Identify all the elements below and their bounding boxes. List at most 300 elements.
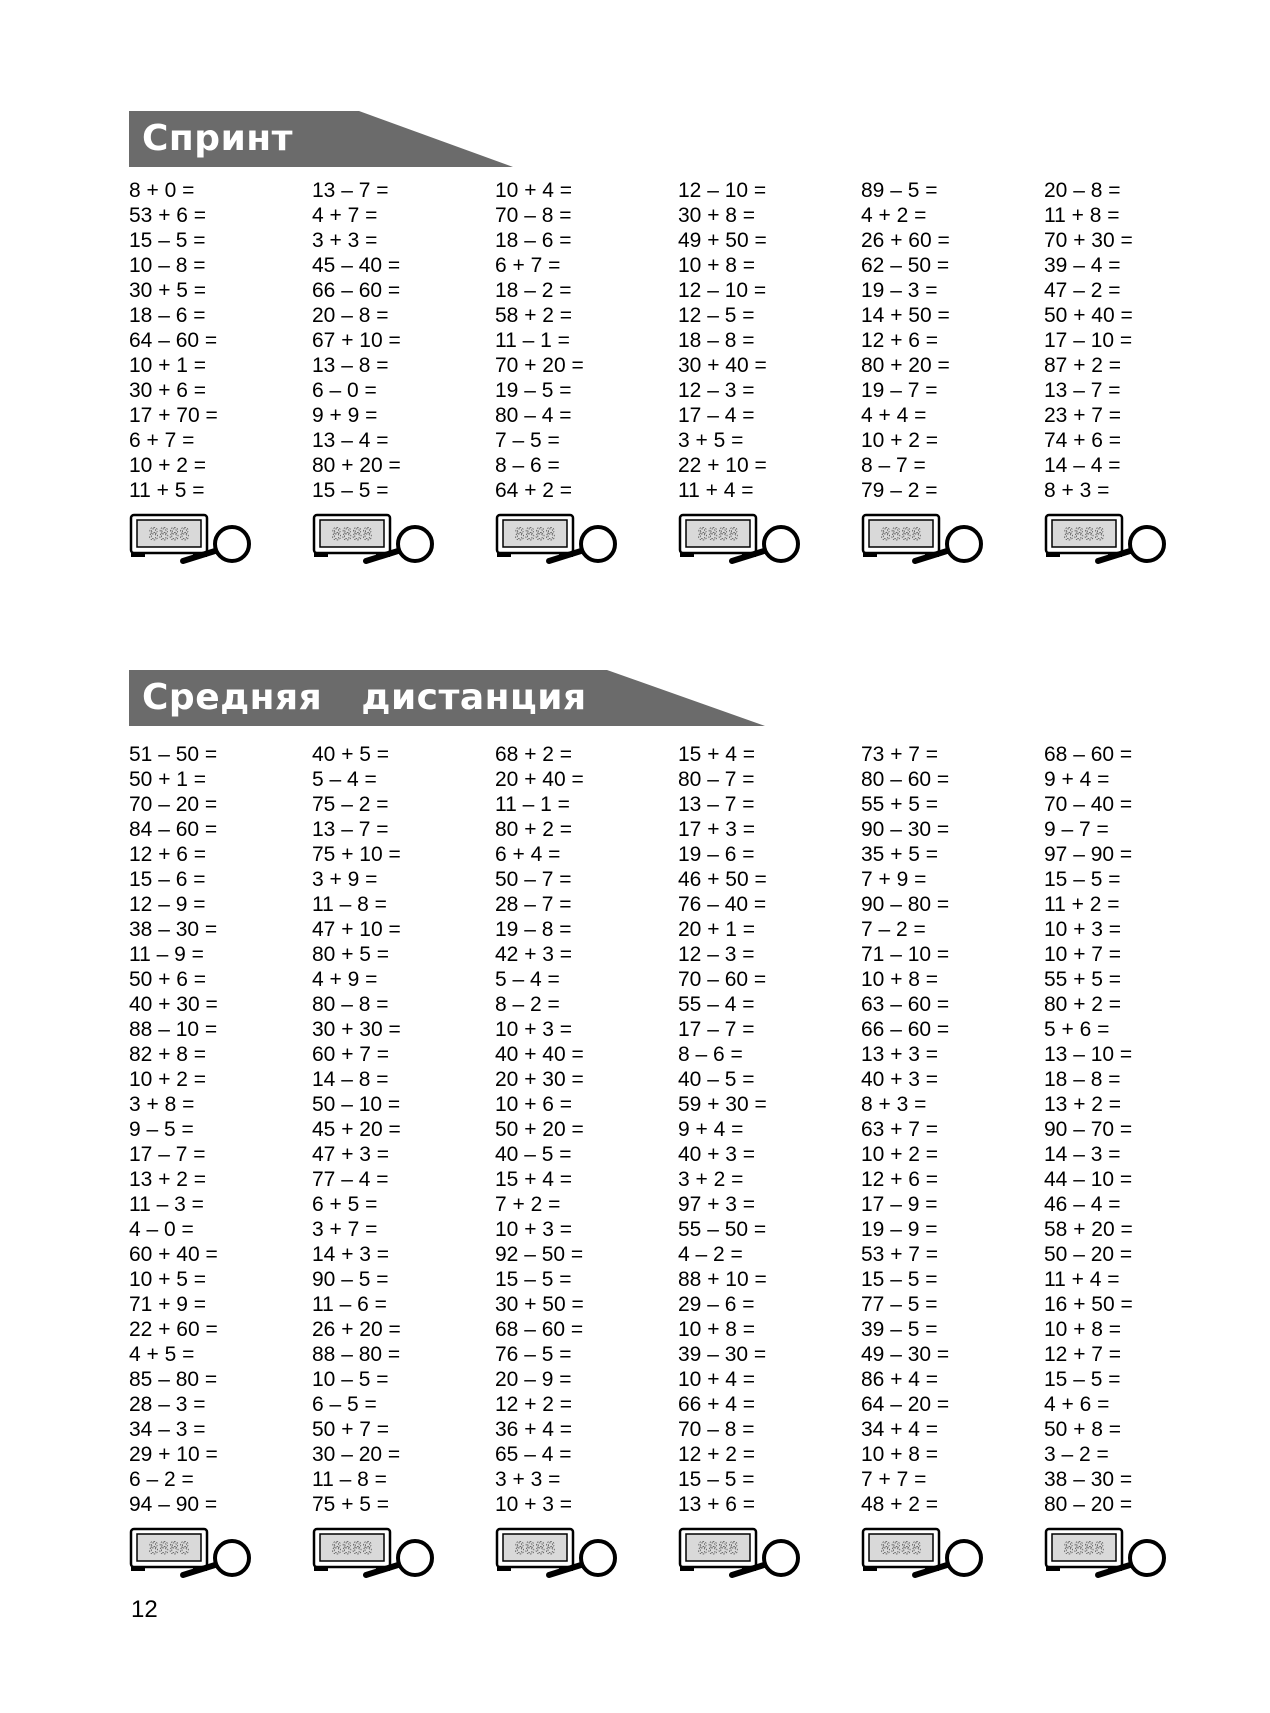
exercise-item: 10 + 2 = [861,1143,939,1166]
exercise-item: 50 – 20 = [1044,1243,1133,1266]
exercise-item: 5 – 4 = [312,768,377,791]
exercise-item: 19 – 3 = [861,279,938,302]
exercise-item: 19 – 9 = [861,1218,938,1241]
exercise-item: 68 – 60 = [1044,743,1133,766]
svg-text:8888: 8888 [514,525,556,545]
exercise-item: 17 – 9 = [861,1193,938,1216]
exercise-item: 13 + 2 = [1044,1093,1122,1116]
stopwatch-display-icon [1046,1529,1122,1571]
exercise-item: 14 + 3 = [312,1243,390,1266]
exercise-item: 97 + 3 = [678,1193,756,1216]
exercise-item: 11 – 6 = [312,1293,387,1316]
timer-check-tool [1044,1527,1168,1579]
exercise-item: 10 + 3 = [495,1493,573,1516]
exercise-item: 9 – 7 = [1044,818,1109,841]
exercise-item: 4 – 2 = [678,1243,743,1266]
exercise-item: 10 + 5 = [129,1268,207,1291]
exercise-item: 23 + 7 = [1044,404,1122,427]
exercise-item: 66 – 60 = [861,1018,950,1041]
exercise-item: 10 + 2 = [129,1068,207,1091]
exercise-item: 13 + 2 = [129,1168,207,1191]
exercise-item: 10 + 3 = [495,1218,573,1241]
exercise-item: 11 + 2 = [1044,893,1120,916]
svg-text:8888: 8888 [697,525,739,545]
exercise-item: 10 + 4 = [678,1368,756,1391]
page-number: 12 [131,1596,158,1623]
exercise-item: 50 – 10 = [312,1093,401,1116]
exercise-item: 14 – 8 = [312,1068,389,1091]
exercise-item: 12 + 2 = [678,1443,756,1466]
exercise-item: 40 + 3 = [678,1143,756,1166]
exercise-item: 3 – 2 = [1044,1443,1109,1466]
exercise-item: 11 – 1 = [495,793,570,816]
exercise-item: 66 – 60 = [312,279,401,302]
exercise-item: 8 – 6 = [495,454,560,477]
stopwatch-display-icon [497,1529,573,1571]
exercise-item: 80 + 20 = [312,454,401,477]
exercise-item: 20 + 1 = [678,918,756,941]
exercise-item: 10 + 8 = [678,254,756,277]
exercise-item: 30 + 30 = [312,1018,401,1041]
exercise-item: 58 + 2 = [495,304,573,327]
exercise-item: 19 – 5 = [495,379,572,402]
svg-text:8888: 8888 [1063,525,1105,545]
exercise-item: 6 + 5 = [312,1193,378,1216]
exercise-item: 75 + 5 = [312,1493,390,1516]
svg-text:8888: 8888 [880,1539,922,1559]
exercise-item: 90 – 70 = [1044,1118,1133,1141]
exercise-item: 80 – 4 = [495,404,572,427]
exercise-item: 11 + 8 = [1044,204,1120,227]
exercise-item: 49 – 30 = [861,1343,950,1366]
exercise-item: 45 – 40 = [312,254,401,277]
exercise-item: 22 + 60 = [129,1318,218,1341]
exercise-item: 80 – 20 = [1044,1493,1133,1516]
exercise-item: 10 + 8 = [678,1318,756,1341]
exercise-item: 75 – 2 = [312,793,389,816]
exercise-item: 44 – 10 = [1044,1168,1133,1191]
exercise-item: 20 + 30 = [495,1068,584,1091]
exercise-item: 20 + 40 = [495,768,584,791]
exercise-item: 10 + 8 = [1044,1318,1122,1341]
exercise-item: 49 + 50 = [678,229,767,252]
exercise-item: 30 + 6 = [129,379,207,402]
exercise-item: 63 – 60 = [861,993,950,1016]
exercise-item: 77 – 5 = [861,1293,938,1316]
exercise-item: 36 + 4 = [495,1418,573,1441]
exercise-item: 9 + 4 = [1044,768,1110,791]
exercise-item: 20 – 9 = [495,1368,572,1391]
svg-text:8888: 8888 [148,525,190,545]
exercise-item: 11 + 4 = [678,479,754,502]
exercise-item: 7 – 2 = [861,918,926,941]
exercise-item: 17 – 10 = [1044,329,1133,352]
exercise-item: 53 + 7 = [861,1243,939,1266]
exercise-item: 60 + 40 = [129,1243,218,1266]
exercise-item: 10 + 8 = [861,1443,939,1466]
exercise-item: 4 + 2 = [861,204,927,227]
exercise-item: 40 + 30 = [129,993,218,1016]
exercise-item: 15 – 5 = [1044,1368,1121,1391]
exercise-item: 86 + 4 = [861,1368,939,1391]
exercise-item: 90 – 30 = [861,818,950,841]
exercise-item: 4 + 6 = [1044,1393,1110,1416]
exercise-item: 79 – 2 = [861,479,938,502]
exercise-item: 4 + 9 = [312,968,378,991]
timer-check-tool [678,1527,802,1579]
exercise-item: 12 – 3 = [678,379,755,402]
exercise-item: 30 + 40 = [678,354,767,377]
exercise-item: 12 – 10 = [678,179,767,202]
exercise-item: 6 + 7 = [495,254,561,277]
exercise-item: 3 + 7 = [312,1218,378,1241]
exercise-item: 35 + 5 = [861,843,939,866]
stopwatch-display-icon [680,1529,756,1571]
exercise-item: 80 – 8 = [312,993,389,1016]
exercise-item: 34 – 3 = [129,1418,206,1441]
exercise-item: 50 + 7 = [312,1418,390,1441]
exercise-item: 13 + 6 = [678,1493,756,1516]
exercise-item: 17 – 4 = [678,404,755,427]
exercise-item: 30 + 5 = [129,279,207,302]
exercise-item: 7 + 2 = [495,1193,561,1216]
exercise-item: 8 + 3 = [861,1093,927,1116]
exercise-item: 76 – 40 = [678,893,767,916]
exercise-item: 70 – 8 = [495,204,572,227]
exercise-item: 74 + 6 = [1044,429,1122,452]
exercise-item: 92 – 50 = [495,1243,584,1266]
svg-text:8888: 8888 [1063,1539,1105,1559]
exercise-item: 15 – 5 = [1044,868,1121,891]
exercise-item: 4 + 7 = [312,204,378,227]
exercise-item: 70 – 20 = [129,793,218,816]
exercise-item: 6 – 2 = [129,1468,194,1491]
exercise-item: 89 – 5 = [861,179,938,202]
exercise-item: 68 – 60 = [495,1318,584,1341]
exercise-item: 80 – 60 = [861,768,950,791]
exercise-item: 3 + 3 = [495,1468,561,1491]
exercise-item: 38 – 30 = [129,918,218,941]
exercise-item: 64 – 60 = [129,329,218,352]
exercise-item: 8 – 2 = [495,993,560,1016]
timer-check-tool [678,513,802,565]
stopwatch-display-icon [1046,515,1122,557]
exercise-item: 39 – 4 = [1044,254,1121,277]
exercise-item: 40 – 5 = [495,1143,572,1166]
exercise-item: 17 – 7 = [129,1143,206,1166]
stopwatch-display-icon [314,1529,390,1571]
exercise-item: 70 + 20 = [495,354,584,377]
exercise-item: 50 + 6 = [129,968,207,991]
exercise-item: 40 + 3 = [861,1068,939,1091]
exercise-item: 10 + 2 = [861,429,939,452]
exercise-item: 13 – 4 = [312,429,389,452]
exercise-item: 40 + 40 = [495,1043,584,1066]
exercise-item: 50 + 8 = [1044,1418,1122,1441]
exercise-item: 39 – 5 = [861,1318,938,1341]
exercise-item: 90 – 5 = [312,1268,389,1291]
exercise-item: 94 – 90 = [129,1493,218,1516]
exercise-item: 30 + 50 = [495,1293,584,1316]
exercise-item: 12 – 5 = [678,304,755,327]
exercise-item: 15 – 6 = [129,868,206,891]
exercise-item: 7 + 9 = [861,868,927,891]
exercise-item: 13 – 7 = [312,818,389,841]
timer-check-tool [495,1527,619,1579]
exercise-item: 13 – 7 = [312,179,389,202]
exercise-item: 39 – 30 = [678,1343,767,1366]
exercise-item: 85 – 80 = [129,1368,218,1391]
exercise-item: 38 – 30 = [1044,1468,1133,1491]
exercise-item: 20 – 8 = [1044,179,1121,202]
exercise-item: 55 + 5 = [861,793,939,816]
exercise-item: 12 + 7 = [1044,1343,1122,1366]
exercise-item: 10 + 6 = [495,1093,573,1116]
exercise-item: 17 – 7 = [678,1018,755,1041]
exercise-item: 11 – 1 = [495,329,570,352]
svg-text:8888: 8888 [148,1539,190,1559]
exercise-item: 10 + 7 = [1044,943,1122,966]
exercise-item: 40 + 5 = [312,743,390,766]
exercise-item: 29 – 6 = [678,1293,755,1316]
exercise-item: 58 + 20 = [1044,1218,1133,1241]
exercise-item: 12 + 6 = [861,1168,939,1191]
exercise-item: 63 + 7 = [861,1118,939,1141]
exercise-item: 26 + 60 = [861,229,950,252]
exercise-item: 11 – 8 = [312,893,387,916]
exercise-item: 10 + 4 = [495,179,573,202]
exercise-item: 80 – 7 = [678,768,755,791]
timer-check-tool [129,1527,253,1579]
exercise-item: 4 + 5 = [129,1343,195,1366]
exercise-item: 11 – 9 = [129,943,204,966]
exercise-item: 13 + 3 = [861,1043,939,1066]
exercise-item: 50 + 1 = [129,768,207,791]
timer-check-tool [861,513,985,565]
timer-check-tool [312,513,436,565]
exercise-item: 13 – 7 = [1044,379,1121,402]
exercise-item: 75 + 10 = [312,843,401,866]
exercise-item: 70 + 30 = [1044,229,1133,252]
exercise-item: 6 + 7 = [129,429,195,452]
exercise-item: 65 – 4 = [495,1443,572,1466]
exercise-item: 64 + 2 = [495,479,573,502]
timer-check-tool [495,513,619,565]
exercise-item: 55 – 50 = [678,1218,767,1241]
exercise-item: 10 + 3 = [1044,918,1122,941]
exercise-item: 17 + 3 = [678,818,756,841]
exercise-item: 16 + 50 = [1044,1293,1133,1316]
svg-text:8888: 8888 [331,1539,373,1559]
exercise-item: 50 + 40 = [1044,304,1133,327]
exercise-item: 6 + 4 = [495,843,561,866]
exercise-item: 53 + 6 = [129,204,207,227]
stopwatch-display-icon [314,515,390,557]
section-banner-middle-distance [129,670,765,726]
exercise-item: 13 – 8 = [312,354,389,377]
exercise-item: 10 – 5 = [312,1368,389,1391]
exercise-item: 88 + 10 = [678,1268,767,1291]
exercise-item: 28 – 3 = [129,1393,206,1416]
exercise-item: 62 – 50 = [861,254,950,277]
exercise-item: 11 + 4 = [1044,1268,1120,1291]
exercise-item: 48 + 2 = [861,1493,939,1516]
timer-check-tool [1044,513,1168,565]
exercise-item: 18 – 8 = [678,329,755,352]
exercise-item: 14 – 3 = [1044,1143,1121,1166]
exercise-item: 76 – 5 = [495,1343,572,1366]
exercise-item: 51 – 50 = [129,743,218,766]
exercise-item: 11 + 5 = [129,479,205,502]
exercise-item: 9 + 9 = [312,404,378,427]
exercise-item: 12 – 10 = [678,279,767,302]
exercise-item: 9 + 4 = [678,1118,744,1141]
exercise-item: 10 + 3 = [495,1018,573,1041]
exercise-item: 19 – 7 = [861,379,938,402]
exercise-item: 11 – 8 = [312,1468,387,1491]
exercise-item: 46 – 4 = [1044,1193,1121,1216]
exercise-item: 97 – 90 = [1044,843,1133,866]
stopwatch-display-icon [131,1529,207,1571]
exercise-item: 7 – 5 = [495,429,560,452]
exercise-item: 3 + 5 = [678,429,744,452]
exercise-item: 4 + 4 = [861,404,927,427]
exercise-item: 10 + 1 = [129,354,207,377]
exercise-item: 47 – 2 = [1044,279,1121,302]
exercise-item: 80 + 2 = [1044,993,1122,1016]
exercise-item: 60 + 7 = [312,1043,390,1066]
exercise-item: 34 + 4 = [861,1418,939,1441]
exercise-item: 70 – 40 = [1044,793,1133,816]
svg-text:8888: 8888 [514,1539,556,1559]
exercise-item: 70 – 8 = [678,1418,755,1441]
exercise-item: 82 + 8 = [129,1043,207,1066]
exercise-item: 88 – 10 = [129,1018,218,1041]
svg-text:8888: 8888 [697,1539,739,1559]
exercise-item: 64 – 20 = [861,1393,950,1416]
exercise-item: 12 – 3 = [678,943,755,966]
stopwatch-display-icon [863,515,939,557]
exercise-item: 11 – 3 = [129,1193,204,1216]
exercise-item: 3 + 3 = [312,229,378,252]
svg-text:8888: 8888 [880,525,922,545]
exercise-item: 47 + 3 = [312,1143,390,1166]
exercise-item: 80 + 5 = [312,943,390,966]
exercise-item: 46 + 50 = [678,868,767,891]
exercise-item: 14 – 4 = [1044,454,1121,477]
section-title-sprint: Спринт [142,118,294,159]
exercise-item: 42 + 3 = [495,943,573,966]
exercise-item: 87 + 2 = [1044,354,1122,377]
exercise-item: 6 – 0 = [312,379,377,402]
stopwatch-display-icon [863,1529,939,1571]
exercise-item: 15 – 5 = [312,479,389,502]
exercise-item: 88 – 80 = [312,1343,401,1366]
exercise-item: 15 – 5 = [129,229,206,252]
exercise-item: 66 + 4 = [678,1393,756,1416]
exercise-item: 15 + 4 = [495,1168,573,1191]
exercise-item: 8 + 0 = [129,179,195,202]
exercise-item: 12 + 2 = [495,1393,573,1416]
exercise-item: 45 + 20 = [312,1118,401,1141]
exercise-item: 15 – 5 = [861,1268,938,1291]
stopwatch-display-icon [497,515,573,557]
exercise-item: 71 + 9 = [129,1293,207,1316]
exercise-item: 29 + 10 = [129,1443,218,1466]
exercise-item: 15 – 5 = [495,1268,572,1291]
exercise-item: 9 – 5 = [129,1118,194,1141]
exercise-item: 73 + 7 = [861,743,939,766]
exercise-item: 10 + 2 = [129,454,207,477]
exercise-item: 77 – 4 = [312,1168,389,1191]
exercise-item: 14 + 50 = [861,304,950,327]
exercise-item: 18 – 6 = [495,229,572,252]
exercise-item: 70 – 60 = [678,968,767,991]
exercise-item: 84 – 60 = [129,818,218,841]
exercise-item: 30 – 20 = [312,1443,401,1466]
exercise-item: 59 + 30 = [678,1093,767,1116]
exercise-item: 19 – 8 = [495,918,572,941]
exercise-item: 50 – 7 = [495,868,572,891]
exercise-item: 19 – 6 = [678,843,755,866]
exercise-item: 90 – 80 = [861,893,950,916]
exercise-item: 10 – 8 = [129,254,206,277]
section-title-middle-distance: Средняя дистанция [142,677,587,718]
exercise-item: 12 + 6 = [861,329,939,352]
exercise-item: 67 + 10 = [312,329,401,352]
exercise-item: 40 – 5 = [678,1068,755,1091]
exercise-item: 22 + 10 = [678,454,767,477]
exercise-item: 15 + 4 = [678,743,756,766]
exercise-item: 20 – 8 = [312,304,389,327]
exercise-item: 55 – 4 = [678,993,755,1016]
exercise-item: 18 – 6 = [129,304,206,327]
exercise-item: 17 + 70 = [129,404,218,427]
exercise-item: 80 + 20 = [861,354,950,377]
exercise-item: 30 + 8 = [678,204,756,227]
exercise-item: 8 + 3 = [1044,479,1110,502]
exercise-item: 12 + 6 = [129,843,207,866]
svg-text:8888: 8888 [331,525,373,545]
timer-check-tool [312,1527,436,1579]
exercise-item: 8 – 6 = [678,1043,743,1066]
exercise-item: 12 – 9 = [129,893,206,916]
timer-check-tool [861,1527,985,1579]
exercise-item: 18 – 8 = [1044,1068,1121,1091]
section-banner-sprint [129,111,513,167]
exercise-item: 10 + 8 = [861,968,939,991]
exercise-item: 13 – 10 = [1044,1043,1133,1066]
exercise-item: 5 – 4 = [495,968,560,991]
exercise-item: 15 – 5 = [678,1468,755,1491]
exercise-item: 6 – 5 = [312,1393,377,1416]
exercise-item: 50 + 20 = [495,1118,584,1141]
exercise-item: 13 – 7 = [678,793,755,816]
exercise-item: 68 + 2 = [495,743,573,766]
exercise-item: 55 + 5 = [1044,968,1122,991]
exercise-item: 8 – 7 = [861,454,926,477]
exercise-item: 3 + 2 = [678,1168,744,1191]
exercise-item: 18 – 2 = [495,279,572,302]
exercise-item: 7 + 7 = [861,1468,927,1491]
exercise-item: 47 + 10 = [312,918,401,941]
exercise-item: 71 – 10 = [861,943,950,966]
exercise-item: 3 + 9 = [312,868,378,891]
exercise-item: 26 + 20 = [312,1318,401,1341]
exercise-item: 80 + 2 = [495,818,573,841]
timer-check-tool [129,513,253,565]
exercise-item: 4 – 0 = [129,1218,194,1241]
